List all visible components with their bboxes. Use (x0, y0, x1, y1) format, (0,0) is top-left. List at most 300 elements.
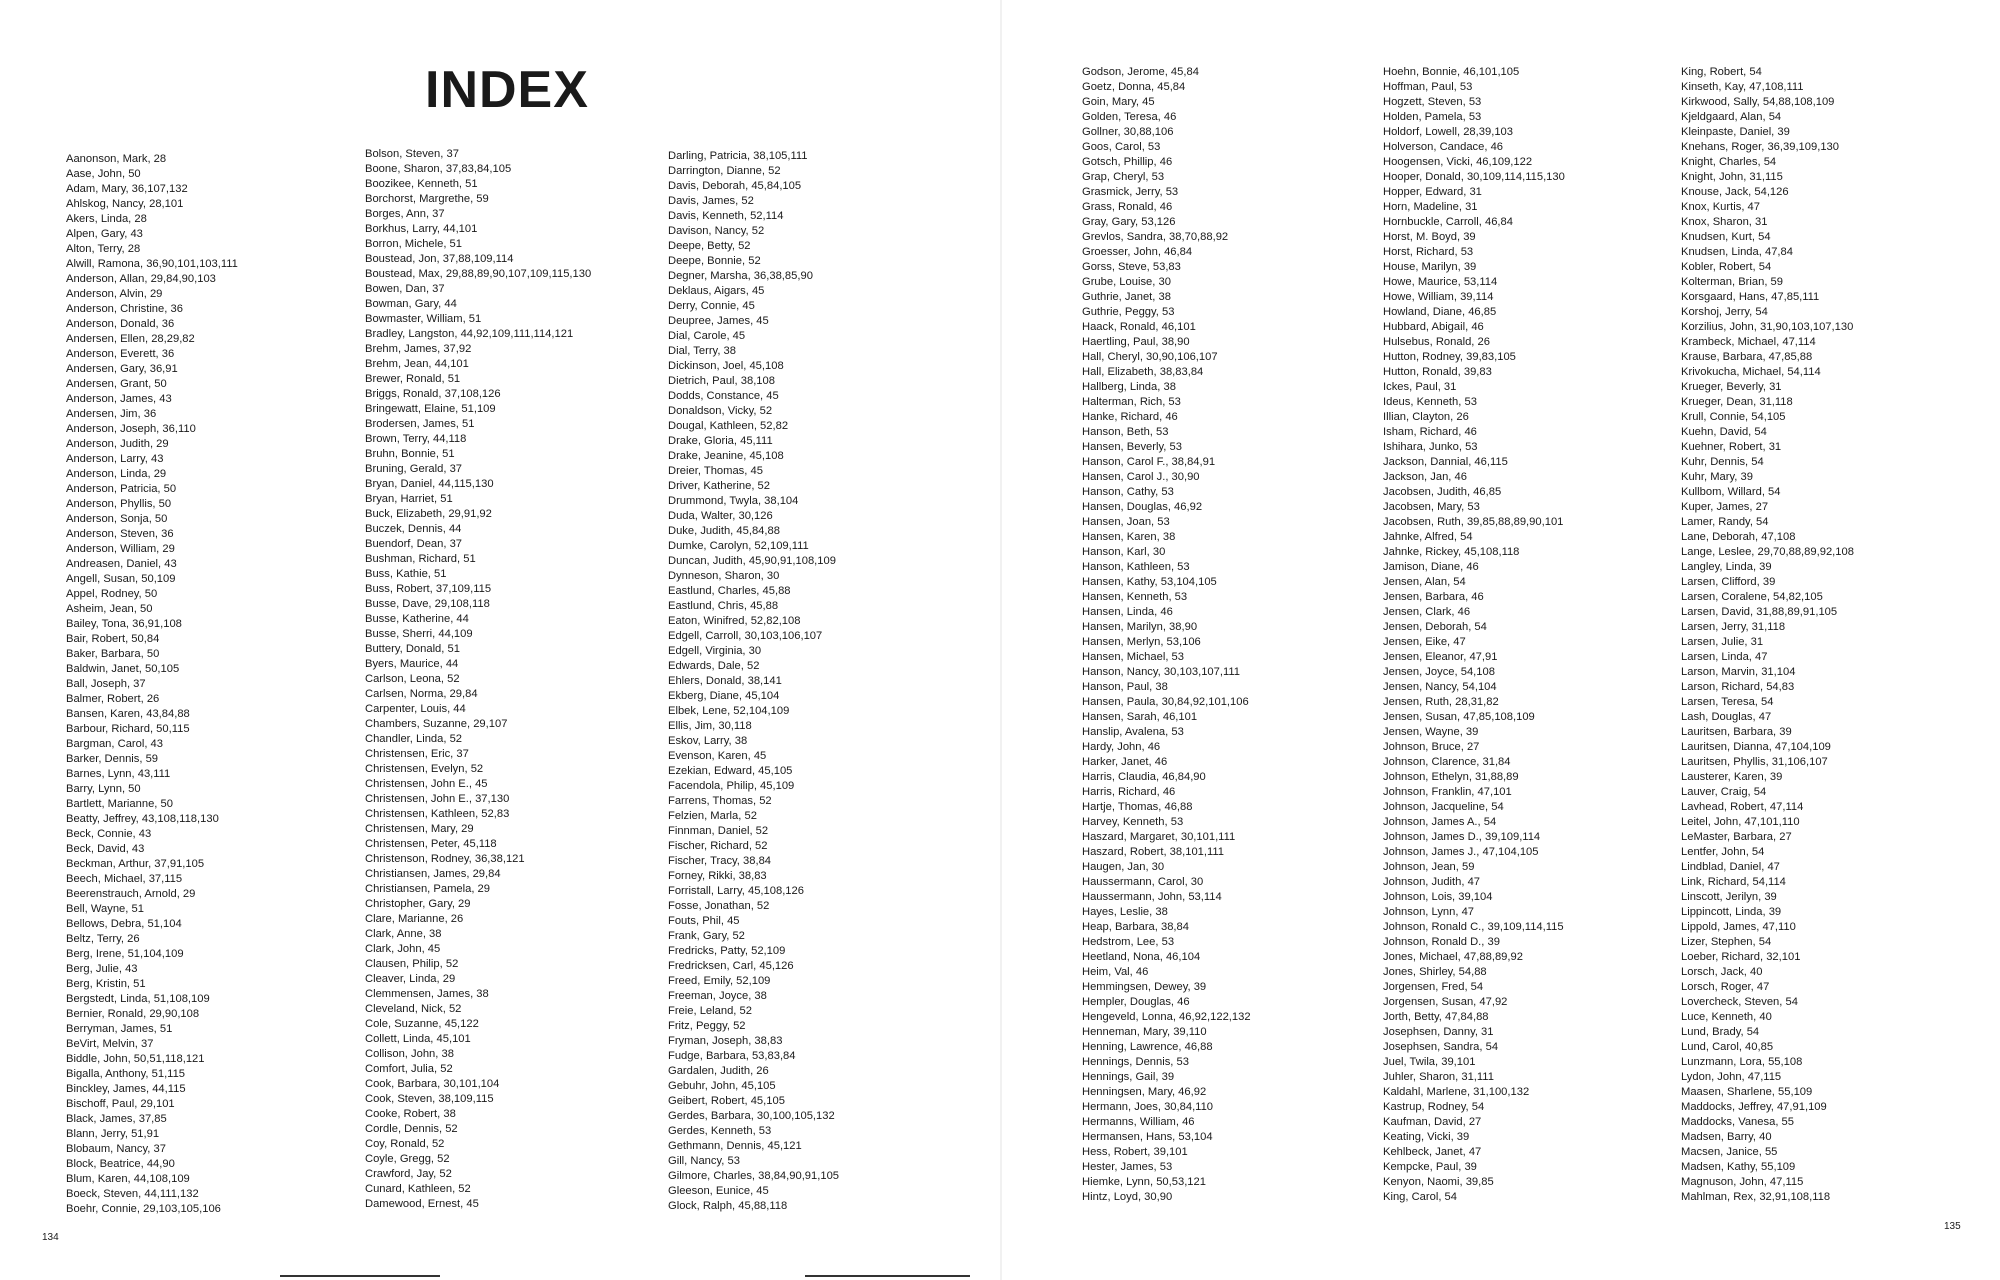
index-entry: Berryman, James, 51 (66, 1023, 173, 1035)
index-entry: Hansen, Kenneth, 53 (1082, 591, 1188, 603)
index-entry: Larsen, Coralene, 54,82,105 (1681, 591, 1823, 603)
index-entry: Bryan, Harriet, 51 (365, 493, 453, 505)
index-entry: Hedstrom, Lee, 53 (1082, 936, 1175, 948)
index-entry: Buss, Robert, 37,109,115 (365, 583, 492, 595)
index-entry: Hansen, Sarah, 46,101 (1082, 711, 1198, 723)
index-entry: Krueger, Beverly, 31 (1681, 381, 1782, 393)
index-entry: Blum, Karen, 44,108,109 (66, 1173, 190, 1185)
index-entry: Hess, Robert, 39,101 (1082, 1146, 1188, 1158)
index-entry: Hanke, Richard, 46 (1082, 411, 1178, 423)
index-entry: Krull, Connie, 54,105 (1681, 411, 1786, 423)
index-entry: Lauritsen, Phyllis, 31,106,107 (1681, 756, 1828, 768)
index-entry: Beckman, Arthur, 37,91,105 (66, 858, 205, 870)
index-entry: Block, Beatrice, 44,90 (66, 1158, 175, 1170)
index-entry: Dreier, Thomas, 45 (668, 465, 763, 477)
index-entry: Jensen, Clark, 46 (1383, 606, 1471, 618)
index-entry: Howe, Maurice, 53,114 (1383, 276, 1498, 288)
index-entry: Anderson, James, 43 (66, 393, 172, 405)
index-entry: Jensen, Wayne, 39 (1383, 726, 1479, 738)
index-entry: Bigalla, Anthony, 51,115 (66, 1068, 186, 1080)
index-entry: Andreasen, Daniel, 43 (66, 558, 177, 570)
index-entry: Busse, Sherri, 44,109 (365, 628, 473, 640)
index-entry: Dougal, Kathleen, 52,82 (668, 420, 789, 432)
page-number-left: 134 (42, 1232, 59, 1243)
index-entry: Ezekian, Edward, 45,105 (668, 765, 793, 777)
index-entry: Degner, Marsha, 36,38,85,90 (668, 270, 813, 282)
index-entry: Buendorf, Dean, 37 (365, 538, 463, 550)
index-entry: Fryman, Joseph, 38,83 (668, 1035, 783, 1047)
index-entry: Kenyon, Naomi, 39,85 (1383, 1176, 1494, 1188)
index-entry: Frank, Gary, 52 (668, 930, 745, 942)
index-entry: Bergstedt, Linda, 51,108,109 (66, 993, 210, 1005)
index-entry: Jensen, Deborah, 54 (1383, 621, 1487, 633)
index-entry: Lindblad, Daniel, 47 (1681, 861, 1780, 873)
index-entry: Josephsen, Sandra, 54 (1383, 1041, 1499, 1053)
index-entry: Jensen, Eike, 47 (1383, 636, 1466, 648)
index-entry: Hoehn, Bonnie, 46,101,105 (1383, 66, 1520, 78)
index-entry: Jackson, Dannial, 46,115 (1383, 456, 1508, 468)
index-entry: Beck, David, 43 (66, 843, 145, 855)
index-entry: Lange, Leslee, 29,70,88,89,92,108 (1681, 546, 1854, 558)
index-entry: Carpenter, Louis, 44 (365, 703, 466, 715)
index-entry: Hansen, Beverly, 53 (1082, 441, 1182, 453)
index-entry: Christiansen, Pamela, 29 (365, 883, 490, 895)
index-column-4 (1082, 65, 1251, 1205)
index-entry: Korsgaard, Hans, 47,85,111 (1681, 291, 1820, 303)
index-entry: Hanson, Karl, 30 (1082, 546, 1166, 558)
index-entry: Dial, Carole, 45 (668, 330, 746, 342)
index-entry: Bolson, Steven, 37 (365, 148, 459, 160)
index-entry: Jorgensen, Susan, 47,92 (1383, 996, 1508, 1008)
index-column-1 (66, 152, 238, 1217)
index-entry: Christensen, Kathleen, 52,83 (365, 808, 510, 820)
index-entry: Lippold, James, 47,110 (1681, 921, 1796, 933)
index-entry: Glock, Ralph, 45,88,118 (668, 1200, 788, 1212)
index-entry: Haussermann, Carol, 30 (1082, 876, 1204, 888)
index-entry: Cook, Steven, 38,109,115 (365, 1093, 494, 1105)
index-entry: Jahnke, Rickey, 45,108,118 (1383, 546, 1520, 558)
index-entry: LeMaster, Barbara, 27 (1681, 831, 1792, 843)
index-entry: Johnson, Judith, 47 (1383, 876, 1481, 888)
index-entry: Hubbard, Abigail, 46 (1383, 321, 1484, 333)
index-entry: Andersen, Grant, 50 (66, 378, 167, 390)
index-entry: Anderson, Allan, 29,84,90,103 (66, 273, 216, 285)
index-entry: Bair, Robert, 50,84 (66, 633, 160, 645)
index-entry: Anderson, Christine, 36 (66, 303, 183, 315)
index-entry: Hall, Cheryl, 30,90,106,107 (1082, 351, 1218, 363)
index-entry: Borges, Ann, 37 (365, 208, 445, 220)
index-entry: Christensen, Eric, 37 (365, 748, 469, 760)
index-entry: Illian, Clayton, 26 (1383, 411, 1469, 423)
index-entry: Felzien, Marla, 52 (668, 810, 757, 822)
index-entry: Christensen, Evelyn, 52 (365, 763, 484, 775)
index-entry: Macsen, Janice, 55 (1681, 1146, 1778, 1158)
index-entry: Borchorst, Margrethe, 59 (365, 193, 489, 205)
index-entry: Knudsen, Linda, 47,84 (1681, 246, 1793, 258)
index-entry: Hansen, Merlyn, 53,106 (1082, 636, 1201, 648)
index-entry: Ehlers, Donald, 38,141 (668, 675, 782, 687)
index-entry: Beerenstrauch, Arnold, 29 (66, 888, 196, 900)
index-entry: Langley, Linda, 39 (1681, 561, 1772, 573)
index-entry: Haszard, Robert, 38,101,111 (1082, 846, 1224, 858)
index-entry: Johnson, Lynn, 47 (1383, 906, 1475, 918)
index-entry: Groesser, John, 46,84 (1082, 246, 1193, 258)
index-entry: Lund, Brady, 54 (1681, 1026, 1760, 1038)
index-entry: Clemmensen, James, 38 (365, 988, 489, 1000)
index-entry: Alton, Terry, 28 (66, 243, 141, 255)
index-entry: Angell, Susan, 50,109 (66, 573, 176, 585)
index-entry: Hanson, Carol F., 38,84,91 (1082, 456, 1216, 468)
index-entry: Hennings, Gail, 39 (1082, 1071, 1175, 1083)
index-entry: Magnuson, John, 47,115 (1681, 1176, 1804, 1188)
index-entry: Jacobsen, Judith, 46,85 (1383, 486, 1502, 498)
index-entry: Kuehner, Robert, 31 (1681, 441, 1782, 453)
index-entry: Dumke, Carolyn, 52,109,111 (668, 540, 809, 552)
index-entry: Fredricksen, Carl, 45,126 (668, 960, 794, 972)
index-entry: Holverson, Candace, 46 (1383, 141, 1504, 153)
index-entry: Deklaus, Aigars, 45 (668, 285, 765, 297)
index-entry: Gollner, 30,88,106 (1082, 126, 1174, 138)
index-entry: Larson, Richard, 54,83 (1681, 681, 1795, 693)
index-entry: Larsen, Jerry, 31,118 (1681, 621, 1786, 633)
index-entry: Borron, Michele, 51 (365, 238, 463, 250)
index-entry: Anderson, Joseph, 36,110 (66, 423, 196, 435)
index-entry: Krivokucha, Michael, 54,114 (1681, 366, 1821, 378)
index-entry: Jensen, Ruth, 28,31,82 (1383, 696, 1499, 708)
index-entry: Grap, Cheryl, 53 (1082, 171, 1165, 183)
index-entry: Horst, Richard, 53 (1383, 246, 1474, 258)
index-entry: Christiansen, James, 29,84 (365, 868, 501, 880)
index-entry: Edwards, Dale, 52 (668, 660, 760, 672)
index-entry: Lizer, Stephen, 54 (1681, 936, 1772, 948)
index-entry: Christensen, John E., 45 (365, 778, 488, 790)
index-entry: Harris, Richard, 46 (1082, 786, 1176, 798)
index-entry: Grasmick, Jerry, 53 (1082, 186, 1179, 198)
index-column-6 (1681, 65, 1854, 1205)
index-entry: Fredricks, Patty, 52,109 (668, 945, 786, 957)
index-entry: King, Robert, 54 (1681, 66, 1762, 78)
index-entry: Boone, Sharon, 37,83,84,105 (365, 163, 512, 175)
index-entry: Dickinson, Joel, 45,108 (668, 360, 784, 372)
index-entry: Hutton, Ronald, 39,83 (1383, 366, 1492, 378)
index-entry: Krause, Barbara, 47,85,88 (1681, 351, 1813, 363)
index-entry: Lorsch, Jack, 40 (1681, 966, 1763, 978)
index-entry: Buss, Kathie, 51 (365, 568, 447, 580)
index-entry: Kaldahl, Marlene, 31,100,132 (1383, 1086, 1530, 1098)
index-entry: Alwill, Ramona, 36,90,101,103,111 (66, 258, 238, 270)
index-entry: Anderson, William, 29 (66, 543, 175, 555)
index-entry: Johnson, Jean, 59 (1383, 861, 1475, 873)
index-entry: Beech, Michael, 37,115 (66, 873, 183, 885)
index-entry: Josephsen, Danny, 31 (1383, 1026, 1494, 1038)
index-entry: Lauritsen, Barbara, 39 (1681, 726, 1792, 738)
index-entry: Larsen, David, 31,88,89,91,105 (1681, 606, 1838, 618)
index-entry: Harris, Claudia, 46,84,90 (1082, 771, 1206, 783)
index-entry: Hemmingsen, Dewey, 39 (1082, 981, 1207, 993)
index-entry: Anderson, Larry, 43 (66, 453, 164, 465)
index-entry: Lentfer, John, 54 (1681, 846, 1765, 858)
index-entry: Duke, Judith, 45,84,88 (668, 525, 780, 537)
index-entry: Henning, Lawrence, 46,88 (1082, 1041, 1213, 1053)
index-entry: Gerdes, Barbara, 30,100,105,132 (668, 1110, 835, 1122)
index-entry: Forristall, Larry, 45,108,126 (668, 885, 804, 897)
index-entry: Barnes, Lynn, 43,111 (66, 768, 171, 780)
index-entry: Golden, Teresa, 46 (1082, 111, 1177, 123)
index-entry: Barbour, Richard, 50,115 (66, 723, 190, 735)
index-entry: Larsen, Clifford, 39 (1681, 576, 1776, 588)
index-entry: Bruhn, Bonnie, 51 (365, 448, 455, 460)
index-entry: Lane, Deborah, 47,108 (1681, 531, 1796, 543)
index-entry: Deepe, Betty, 52 (668, 240, 751, 252)
index-entry: Lauritsen, Dianna, 47,104,109 (1681, 741, 1831, 753)
index-entry: Kolterman, Brian, 59 (1681, 276, 1783, 288)
index-entry: Johnson, Bruce, 27 (1383, 741, 1480, 753)
index-entry: Loeber, Richard, 32,101 (1681, 951, 1801, 963)
index-entry: Harvey, Kenneth, 53 (1082, 816, 1184, 828)
index-entry: Deepe, Bonnie, 52 (668, 255, 761, 267)
index-entry: Goetz, Donna, 45,84 (1082, 81, 1186, 93)
index-entry: Jensen, Nancy, 54,104 (1383, 681, 1497, 693)
index-entry: Cooke, Robert, 38 (365, 1108, 456, 1120)
index-entry: Anderson, Everett, 36 (66, 348, 175, 360)
index-entry: Heim, Val, 46 (1082, 966, 1149, 978)
index-entry: Heetland, Nona, 46,104 (1082, 951, 1201, 963)
index-entry: Ideus, Kenneth, 53 (1383, 396, 1477, 408)
index-entry: Beck, Connie, 43 (66, 828, 152, 840)
index-entry: Boustead, Jon, 37,88,109,114 (365, 253, 514, 265)
index-entry: Kirkwood, Sally, 54,88,108,109 (1681, 96, 1835, 108)
index-entry: Ahlskog, Nancy, 28,101 (66, 198, 184, 210)
index-entry: Christenson, Rodney, 36,38,121 (365, 853, 525, 865)
index-entry: Horn, Madeline, 31 (1383, 201, 1478, 213)
index-entry: Fouts, Phil, 45 (668, 915, 740, 927)
index-entry: Geibert, Robert, 45,105 (668, 1095, 785, 1107)
index-entry: Ickes, Paul, 31 (1383, 381, 1457, 393)
index-entry: Lauver, Craig, 54 (1681, 786, 1767, 798)
index-entry: Lovercheck, Steven, 54 (1681, 996, 1798, 1008)
index-entry: Fischer, Tracy, 38,84 (668, 855, 772, 867)
index-entry: Coyle, Gregg, 52 (365, 1153, 450, 1165)
index-entry: Hintz, Loyd, 30,90 (1082, 1191, 1173, 1203)
index-entry: Hansen, Paula, 30,84,92,101,106 (1082, 696, 1249, 708)
index-entry: Madsen, Barry, 40 (1681, 1131, 1772, 1143)
index-entry: Hanson, Paul, 38 (1082, 681, 1168, 693)
index-entry: Farrens, Thomas, 52 (668, 795, 772, 807)
index-entry: Eastlund, Chris, 45,88 (668, 600, 779, 612)
index-entry: Bowman, Gary, 44 (365, 298, 457, 310)
index-entry: Collett, Linda, 45,101 (365, 1033, 471, 1045)
index-entry: Johnson, Franklin, 47,101 (1383, 786, 1512, 798)
index-entry: Ball, Joseph, 37 (66, 678, 146, 690)
page-number-right: 135 (1944, 1221, 1961, 1232)
index-entry: Jensen, Alan, 54 (1383, 576, 1466, 588)
index-entry: Davison, Nancy, 52 (668, 225, 765, 237)
index-entry: Kuhr, Dennis, 54 (1681, 456, 1764, 468)
index-entry: Bischoff, Paul, 29,101 (66, 1098, 175, 1110)
index-entry: Borkhus, Larry, 44,101 (365, 223, 478, 235)
index-entry: Knox, Kurtis, 47 (1681, 201, 1760, 213)
index-entry: Hooper, Donald, 30,109,114,115,130 (1383, 171, 1565, 183)
index-entry: Kjeldgaard, Alan, 54 (1681, 111, 1782, 123)
index-entry: Eaton, Winifred, 52,82,108 (668, 615, 801, 627)
index-entry: Lunzmann, Lora, 55,108 (1681, 1056, 1803, 1068)
index-entry: Hermann, Joes, 30,84,110 (1082, 1101, 1214, 1113)
index-entry: Heap, Barbara, 38,84 (1082, 921, 1189, 933)
index-entry: Bartlett, Marianne, 50 (66, 798, 173, 810)
index-entry: Lavhead, Robert, 47,114 (1681, 801, 1804, 813)
index-entry: Bringewatt, Elaine, 51,109 (365, 403, 496, 415)
index-entry: Knouse, Jack, 54,126 (1681, 186, 1789, 198)
index-entry: Drake, Jeanine, 45,108 (668, 450, 784, 462)
index-entry: Baker, Barbara, 50 (66, 648, 160, 660)
index-entry: Driver, Katherine, 52 (668, 480, 770, 492)
index-entry: Dodds, Constance, 45 (668, 390, 779, 402)
index-entry: Dietrich, Paul, 38,108 (668, 375, 775, 387)
index-entry: Hanslip, Avalena, 53 (1082, 726, 1184, 738)
index-entry: Haugen, Jan, 30 (1082, 861, 1165, 873)
index-entry: Drake, Gloria, 45,111 (668, 435, 773, 447)
index-entry: Cunard, Kathleen, 52 (365, 1183, 471, 1195)
index-entry: Hanson, Nancy, 30,103,107,111 (1082, 666, 1240, 678)
index-entry: Aanonson, Mark, 28 (66, 153, 167, 165)
index-entry: Harker, Janet, 46 (1082, 756, 1168, 768)
index-entry: Gebuhr, John, 45,105 (668, 1080, 776, 1092)
index-entry: Grube, Louise, 30 (1082, 276, 1171, 288)
index-entry: Freeman, Joyce, 38 (668, 990, 767, 1002)
index-entry: Hogzett, Steven, 53 (1383, 96, 1482, 108)
index-entry: Knight, John, 31,115 (1681, 171, 1783, 183)
index-entry: Jensen, Barbara, 46 (1383, 591, 1484, 603)
index-entry: Balmer, Robert, 26 (66, 693, 160, 705)
index-entry: Brehm, Jean, 44,101 (365, 358, 469, 370)
index-entry: Anderson, Patricia, 50 (66, 483, 177, 495)
index-entry: Carlson, Leona, 52 (365, 673, 460, 685)
index-entry: Kinseth, Kay, 47,108,111 (1681, 81, 1804, 93)
index-entry: Andersen, Ellen, 28,29,82 (66, 333, 195, 345)
index-entry: Duda, Walter, 30,126 (668, 510, 773, 522)
index-entry: Berg, Irene, 51,104,109 (66, 948, 184, 960)
index-entry: Grevlos, Sandra, 38,70,88,92 (1082, 231, 1229, 243)
index-entry: Bradley, Langston, 44,92,109,111,114,121 (365, 328, 574, 340)
index-entry: Ishihara, Junko, 53 (1383, 441, 1478, 453)
index-entry: Bailey, Tona, 36,91,108 (66, 618, 182, 630)
index-entry: Anderson, Linda, 29 (66, 468, 167, 480)
index-entry: Haack, Ronald, 46,101 (1082, 321, 1196, 333)
index-entry: Henneman, Mary, 39,110 (1082, 1026, 1207, 1038)
index-entry: Adam, Mary, 36,107,132 (66, 183, 188, 195)
index-entry: Leitel, John, 47,101,110 (1681, 816, 1800, 828)
index-entry: Gorss, Steve, 53,83 (1082, 261, 1181, 273)
index-entry: Black, James, 37,85 (66, 1113, 167, 1125)
index-entry: Duncan, Judith, 45,90,91,108,109 (668, 555, 836, 567)
index-entry: Hansen, Marilyn, 38,90 (1082, 621, 1198, 633)
index-entry: Clark, John, 45 (365, 943, 441, 955)
index-entry: Fritz, Peggy, 52 (668, 1020, 746, 1032)
index-entry: Eastlund, Charles, 45,88 (668, 585, 791, 597)
index-entry: Busse, Katherine, 44 (365, 613, 469, 625)
index-entry: Johnson, Ronald D., 39 (1383, 936, 1500, 948)
index-entry: Knox, Sharon, 31 (1681, 216, 1768, 228)
index-entry: Larsen, Teresa, 54 (1681, 696, 1774, 708)
index-entry: Jones, Shirley, 54,88 (1383, 966, 1487, 978)
index-entry: Ellis, Jim, 30,118 (668, 720, 752, 732)
index-entry: Hardy, John, 46 (1082, 741, 1161, 753)
index-entry: House, Marilyn, 39 (1383, 261, 1477, 273)
index-entry: Bruning, Gerald, 37 (365, 463, 463, 475)
index-entry: Berg, Kristin, 51 (66, 978, 146, 990)
index-entry: Knehans, Roger, 36,39,109,130 (1681, 141, 1839, 153)
index-entry: Byers, Maurice, 44 (365, 658, 459, 670)
index-entry: Hopper, Edward, 31 (1383, 186, 1482, 198)
index-entry: Chandler, Linda, 52 (365, 733, 463, 745)
index-entry: Holdorf, Lowell, 28,39,103 (1383, 126, 1513, 138)
index-entry: Hayes, Leslie, 38 (1082, 906, 1168, 918)
index-entry: Cook, Barbara, 30,101,104 (365, 1078, 500, 1090)
index-entry: Hennings, Dennis, 53 (1082, 1056, 1189, 1068)
index-entry: Beltz, Terry, 26 (66, 933, 140, 945)
index-entry: Anderson, Steven, 36 (66, 528, 174, 540)
index-entry: Jacobsen, Ruth, 39,85,88,89,90,101 (1383, 516, 1564, 528)
index-entry: Kuhr, Mary, 39 (1681, 471, 1753, 483)
index-entry: Hansen, Linda, 46 (1082, 606, 1173, 618)
page-title: INDEX (425, 61, 589, 119)
index-entry: Davis, Deborah, 45,84,105 (668, 180, 802, 192)
index-entry: Aase, John, 50 (66, 168, 141, 180)
index-entry: Maasen, Sharlene, 55,109 (1681, 1086, 1813, 1098)
index-entry: Howland, Diane, 46,85 (1383, 306, 1497, 318)
index-entry: Hiemke, Lynn, 50,53,121 (1082, 1176, 1206, 1188)
index-entry: Hanson, Kathleen, 53 (1082, 561, 1190, 573)
index-entry: Damewood, Ernest, 45 (365, 1198, 479, 1210)
index-entry: Fischer, Richard, 52 (668, 840, 768, 852)
index-entry: Boeck, Steven, 44,111,132 (66, 1188, 199, 1200)
index-entry: King, Carol, 54 (1383, 1191, 1458, 1203)
index-entry: Hansen, Karen, 38 (1082, 531, 1176, 543)
index-entry: Brewer, Ronald, 51 (365, 373, 461, 385)
index-entry: Fudge, Barbara, 53,83,84 (668, 1050, 796, 1062)
index-entry: Linscott, Jerilyn, 39 (1681, 891, 1777, 903)
index-entry: Hansen, Joan, 53 (1082, 516, 1170, 528)
index-entry: Anderson, Donald, 36 (66, 318, 175, 330)
index-entry: Keating, Vicki, 39 (1383, 1131, 1470, 1143)
index-entry: Hempler, Douglas, 46 (1082, 996, 1190, 1008)
index-entry: Gray, Gary, 53,126 (1082, 216, 1176, 228)
index-entry: Jensen, Joyce, 54,108 (1383, 666, 1495, 678)
index-entry: Edgell, Virginia, 30 (668, 645, 762, 657)
index-entry: Brodersen, James, 51 (365, 418, 475, 430)
index-entry: Jahnke, Alfred, 54 (1383, 531, 1473, 543)
index-entry: Brown, Terry, 44,118 (365, 433, 467, 445)
index-entry: Bowmaster, William, 51 (365, 313, 482, 325)
index-entry: Kempcke, Paul, 39 (1383, 1161, 1477, 1173)
index-entry: Haszard, Margaret, 30,101,111 (1082, 831, 1236, 843)
index-entry: Gethmann, Dennis, 45,121 (668, 1140, 802, 1152)
index-entry: Lash, Douglas, 47 (1681, 711, 1772, 723)
index-entry: Larsen, Julie, 31 (1681, 636, 1764, 648)
index-entry: Gleeson, Eunice, 45 (668, 1185, 769, 1197)
index-entry: Kastrup, Rodney, 54 (1383, 1101, 1485, 1113)
index-entry: Korzilius, John, 31,90,103,107,130 (1681, 321, 1854, 333)
index-entry: Boustead, Max, 29,88,89,90,107,109,115,130 (365, 268, 592, 280)
index-entry: Juhler, Sharon, 31,111 (1383, 1071, 1494, 1083)
index-entry: Godson, Jerome, 45,84 (1082, 66, 1199, 78)
index-entry: Knudsen, Kurt, 54 (1681, 231, 1771, 243)
index-entry: Busse, Dave, 29,108,118 (365, 598, 490, 610)
index-entry: Hansen, Carol J., 30,90 (1082, 471, 1200, 483)
index-entry: Hall, Elizabeth, 38,83,84 (1082, 366, 1204, 378)
index-entry: Anderson, Alvin, 29 (66, 288, 163, 300)
index-entry: Alpen, Gary, 43 (66, 228, 143, 240)
